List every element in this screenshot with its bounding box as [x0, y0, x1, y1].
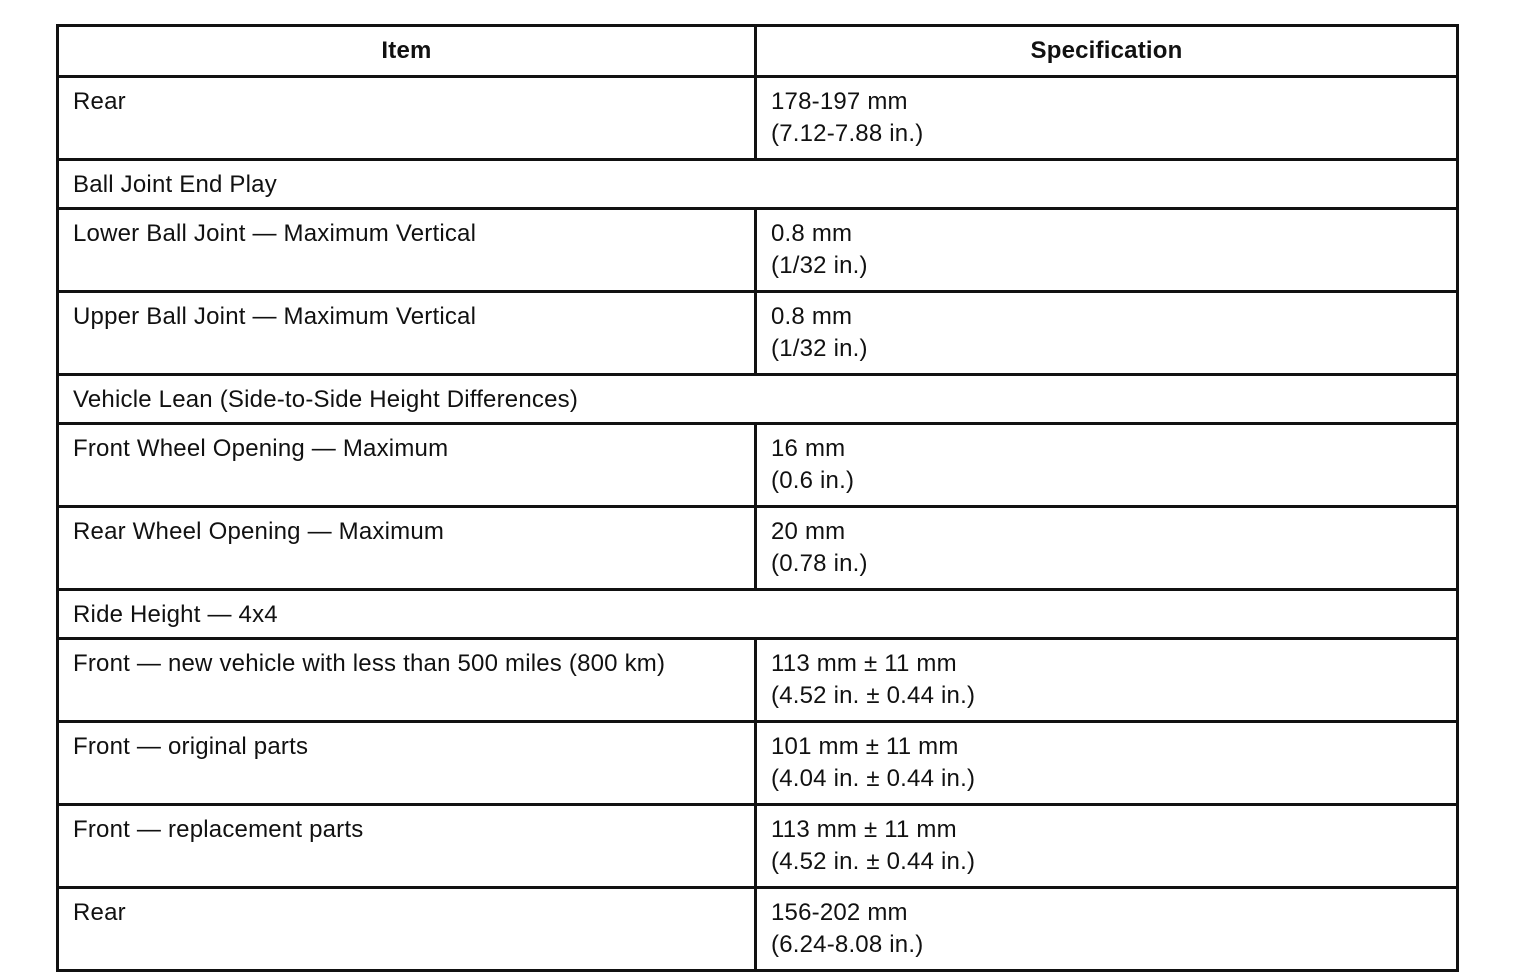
spec-cell — [756, 209, 1458, 292]
item-text: Front — replacement parts — [73, 816, 364, 843]
section-row — [58, 160, 1458, 209]
spec-imperial: (4.52 in. ± 0.44 in.) — [771, 682, 976, 709]
spec-imperial: (1/32 in.) — [771, 252, 868, 279]
spec-metric: 16 mm — [771, 435, 846, 462]
spec-imperial: (0.6 in.) — [771, 467, 855, 494]
section-heading: Ride Height — 4x4 — [58, 590, 1458, 639]
spec-cell — [756, 507, 1458, 590]
spec-metric: 20 mm — [771, 518, 846, 545]
item-text: Front — new vehicle with less than 500 miles (800 km) — [73, 650, 666, 677]
table-row — [58, 209, 1458, 292]
item-cell — [58, 722, 756, 805]
spec-metric: 0.8 mm — [771, 220, 853, 247]
item-cell — [58, 424, 756, 507]
item-text: Rear — [73, 899, 126, 926]
spec-imperial: (6.24-8.08 in.) — [771, 931, 924, 958]
spec-imperial: (1/32 in.) — [771, 335, 868, 362]
table-row — [58, 639, 1458, 722]
section-row — [58, 590, 1458, 639]
section-row — [58, 375, 1458, 424]
table-row — [58, 722, 1458, 805]
table-header-row — [58, 26, 1458, 77]
spec-metric: 113 mm ± 11 mm — [771, 816, 957, 843]
spec-imperial: (4.04 in. ± 0.44 in.) — [771, 765, 976, 792]
item-text: Lower Ball Joint — Maximum Vertical — [73, 220, 477, 247]
spec-cell — [756, 805, 1458, 888]
spec-imperial: (4.52 in. ± 0.44 in.) — [771, 848, 976, 875]
spec-cell — [756, 639, 1458, 722]
table-row — [58, 292, 1458, 375]
item-cell — [58, 292, 756, 375]
spec-cell — [756, 722, 1458, 805]
item-cell — [58, 639, 756, 722]
item-cell — [58, 888, 756, 971]
spec-imperial: (7.12-7.88 in.) — [771, 120, 924, 147]
column-header-specification: Specification — [756, 26, 1458, 77]
spec-metric: 113 mm ± 11 mm — [771, 650, 957, 677]
item-text: Front Wheel Opening — Maximum — [73, 435, 449, 462]
specification-table — [56, 24, 1459, 972]
item-cell — [58, 209, 756, 292]
item-text: Upper Ball Joint — Maximum Vertical — [73, 303, 477, 330]
table-row — [58, 507, 1458, 590]
spec-cell — [756, 77, 1458, 160]
item-text: Rear Wheel Opening — Maximum — [73, 518, 445, 545]
item-cell — [58, 77, 756, 160]
item-cell — [58, 805, 756, 888]
spec-cell — [756, 424, 1458, 507]
table-row — [58, 424, 1458, 507]
spec-cell — [756, 292, 1458, 375]
spec-metric: 156-202 mm — [771, 899, 908, 926]
item-text: Front — original parts — [73, 733, 309, 760]
section-heading: Ball Joint End Play — [58, 160, 1458, 209]
section-heading: Vehicle Lean (Side-to-Side Height Differences) — [58, 375, 1458, 424]
table-row — [58, 77, 1458, 160]
spec-imperial: (0.78 in.) — [771, 550, 868, 577]
item-cell — [58, 507, 756, 590]
column-header-item: Item — [58, 26, 756, 77]
spec-metric: 101 mm ± 11 mm — [771, 733, 959, 760]
spec-cell — [756, 888, 1458, 971]
item-text: Rear — [73, 88, 126, 115]
table-row — [58, 805, 1458, 888]
spec-metric: 178-197 mm — [771, 88, 908, 115]
spec-metric: 0.8 mm — [771, 303, 853, 330]
table-row — [58, 888, 1458, 971]
